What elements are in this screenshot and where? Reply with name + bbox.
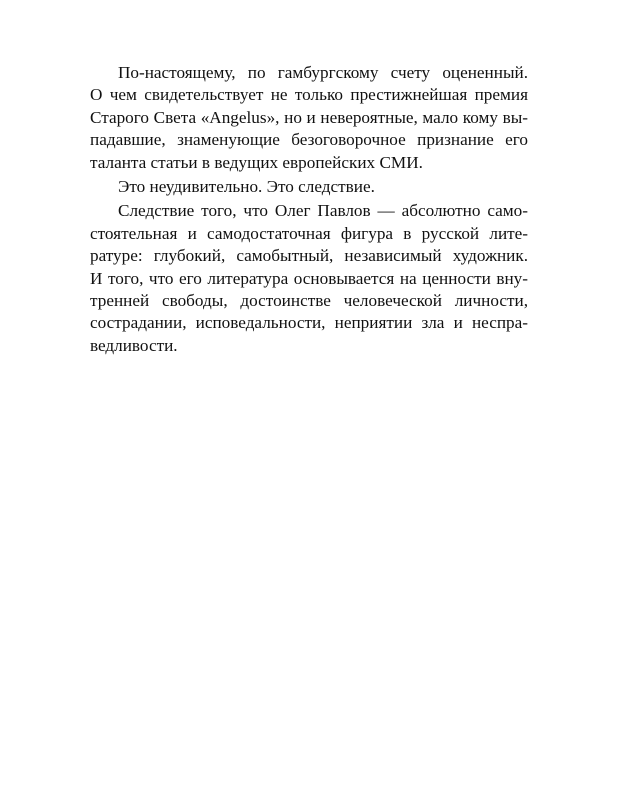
text-line: О чем свидетельствует не только престижнейшая премия bbox=[90, 85, 528, 105]
text-line: Следствие того, что Олег Павлов — абсолютно само- bbox=[118, 201, 528, 221]
text-line: стоятельная и самодостаточная фигура в русской лите- bbox=[90, 223, 528, 243]
text-line: ратуре: глубокий, самобытный, независимый художник. bbox=[90, 246, 528, 266]
paragraph-1 bbox=[90, 62, 528, 174]
text-line: Это неудивительно. Это следствие. bbox=[118, 176, 375, 196]
text-line: По-настоящему, по гамбургскому счету оцененный. bbox=[118, 63, 528, 82]
text-line: И того, что его литература основывается на ценности вну- bbox=[90, 268, 528, 288]
paragraph-2 bbox=[90, 176, 528, 198]
text-line: падавшие, знаменующие безоговорочное признание его bbox=[90, 130, 528, 150]
text-line: таланта статьи в ведущих европейских СМИ. bbox=[90, 152, 423, 172]
text-line: сострадании, исповедальности, неприятии зла и неспра- bbox=[90, 313, 528, 333]
paragraph-3 bbox=[90, 200, 528, 357]
text-line: тренней свободы, достоинстве человеческой личности, bbox=[90, 290, 528, 310]
text-line: ведливости. bbox=[90, 335, 178, 355]
text-line: Старого Света «Angelus», но и невероятные, мало кому вы- bbox=[90, 107, 528, 127]
body-text bbox=[90, 62, 528, 357]
